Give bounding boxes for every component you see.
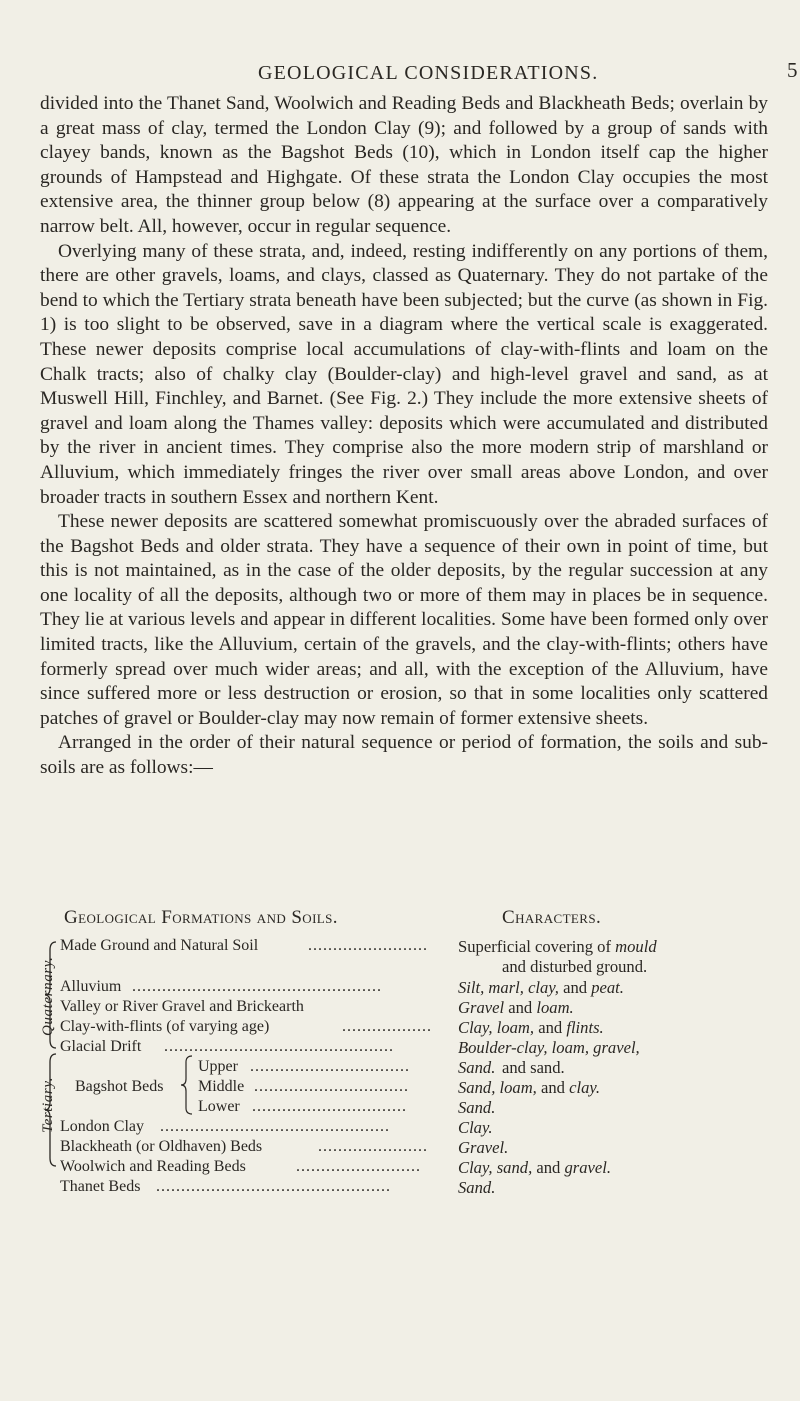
formation-name: London Clay <box>60 1118 144 1135</box>
table-row <box>60 1138 460 1158</box>
formation-name: Woolwich and Reading Beds <box>60 1158 246 1175</box>
character-desc: Boulder-clay, loam, gravel, <box>458 1038 640 1057</box>
table-row <box>60 937 460 957</box>
quaternary-label: Quaternary. <box>40 956 56 1036</box>
table-row <box>198 1058 460 1078</box>
page-header <box>0 58 800 84</box>
formation-name: Made Ground and Natural Soil <box>60 937 259 954</box>
table-row <box>60 1178 460 1198</box>
table-row <box>60 978 460 998</box>
character-desc: Clay, loam, and flints. <box>458 1018 604 1037</box>
dot-leader: .................. <box>342 1018 432 1035</box>
table-row <box>198 1078 460 1098</box>
character-desc: Sand. <box>458 1058 496 1077</box>
table-row <box>60 1018 460 1038</box>
character-desc: Silt, marl, clay, and peat. <box>458 978 624 997</box>
dot-leader: ............................................... <box>156 1178 391 1195</box>
running-head: GEOLOGICAL CONSIDERATIONS. <box>258 62 599 84</box>
character-desc: Gravel and loam. <box>458 998 574 1017</box>
dot-leader: ......................... <box>296 1158 421 1175</box>
paragraph: These newer deposits are scattered somewhat promiscuously over the abraded surfaces of the Bagshot Beds and older strata. They have a sequence of their own in point of time, but this is not maintained, as in the case of the older deposits, by the regular succession at any one locality of all the deposits, although two or more of them may in places be in sequence. They lie at various levels and appear in different localities. Some have been formed only over limited tracts, like the Alluvium, certain of the gravels, and the clay-with-flints; others have formerly spread over much wider areas; and all, with the exception of the Alluvium, have since suffered more or less destruction or erosion, so that in some localities only scattered patches of gravel or Boulder-clay may now remain of former extensive sheets. <box>40 511 768 729</box>
formation-name: Glacial Drift <box>60 1038 142 1055</box>
dot-leader: .................................................. <box>132 978 382 995</box>
table-row <box>198 1098 460 1118</box>
character-desc: Superficial covering of mould <box>458 937 657 956</box>
formation-name: Upper <box>198 1058 238 1075</box>
formation-name: Thanet Beds <box>60 1178 141 1195</box>
formation-name: Lower <box>198 1098 240 1115</box>
table-row <box>60 998 460 1018</box>
paragraph: Arranged in the order of their natural sequence or period of formation, the soils and sub-soils are as follows:— <box>40 732 768 779</box>
tertiary-label: Tertiary. <box>40 1076 56 1133</box>
character-desc: Clay, sand, and gravel. <box>458 1158 612 1177</box>
page-number: 5 <box>787 58 798 82</box>
formation-name: Blackheath (or Oldhaven) Beds <box>60 1138 263 1155</box>
formation-name: Valley or River Gravel and Brickearth <box>60 998 304 1015</box>
bagshot-name: Bagshot Beds <box>75 1078 164 1095</box>
character-desc: Gravel. <box>458 1138 509 1157</box>
body-text <box>40 92 768 781</box>
formation-name: Middle <box>198 1078 245 1095</box>
paragraph: Overlying many of these strata, and, indeed, resting indifferently on any portions of them, there are other gravels, loams, and clays, classed as Quaternary. They do not partake of the bend to which the Tertiary strata beneath have been subjected; but the curve (as shown in Fig. 1) is too slight to be observed, save in a diagram where the vertical scale is exaggerated. These newer deposits comprise local accumulations of clay-with-flints and loam on the Chalk tracts; also of chalky clay (Boulder-clay) and high-level gravel and sand, as at Muswell Hill, Finchley, and Barnet. (See Fig. 2.) They include the more extensive sheets of gravel and loam along the Thames valley: deposits which were accumulated and distributed by the river in ancient times. They comprise also the more modern strip of marshland or Alluvium, which immediately fringes the river over small areas above London, and over broader tracts in southern Essex and northern Kent. <box>40 240 768 508</box>
dot-leader: ............................... <box>252 1098 407 1115</box>
character-desc-cont: and disturbed ground. <box>502 957 648 976</box>
table-row <box>60 1158 460 1178</box>
dot-leader: ...................... <box>318 1138 428 1155</box>
character-desc: Sand, loam, and clay. <box>458 1078 600 1097</box>
character-desc: Clay. <box>458 1118 493 1137</box>
dot-leader: ................................ <box>250 1058 410 1075</box>
characters-heading: Characters. <box>502 907 602 928</box>
table-row <box>60 1118 460 1138</box>
dot-leader: .............................................. <box>160 1118 390 1135</box>
character-desc: Sand. <box>458 1098 496 1117</box>
dot-leader: ............................... <box>254 1078 409 1095</box>
formation-name: Clay-with-flints (of varying age) <box>60 1018 270 1035</box>
character-desc: Sand. <box>458 1178 496 1197</box>
table-header <box>0 907 800 933</box>
formations-heading: Geological Formations and Soils. <box>64 907 338 928</box>
paragraph: divided into the Thanet Sand, Woolwich and Reading Beds and Blackheath Beds; overlain by a great mass of clay, termed the London Clay (9); and followed by a group of sands with clayey bands, known as the Bagshot Beds (10), which in London itself cap the higher grounds of Hampstead and Highgate. Of these strata the London Clay occupies the most extensive area, the thinner group below (8) appearing at the surface over a comparatively narrow belt. All, however, occur in regular sequence. <box>40 93 768 237</box>
table-row <box>60 1038 460 1058</box>
dot-leader: .............................................. <box>164 1038 394 1055</box>
formation-name: Alluvium <box>60 978 122 995</box>
dot-leader: ........................ <box>308 937 428 954</box>
character-desc-cont: and sand. <box>502 1058 565 1077</box>
